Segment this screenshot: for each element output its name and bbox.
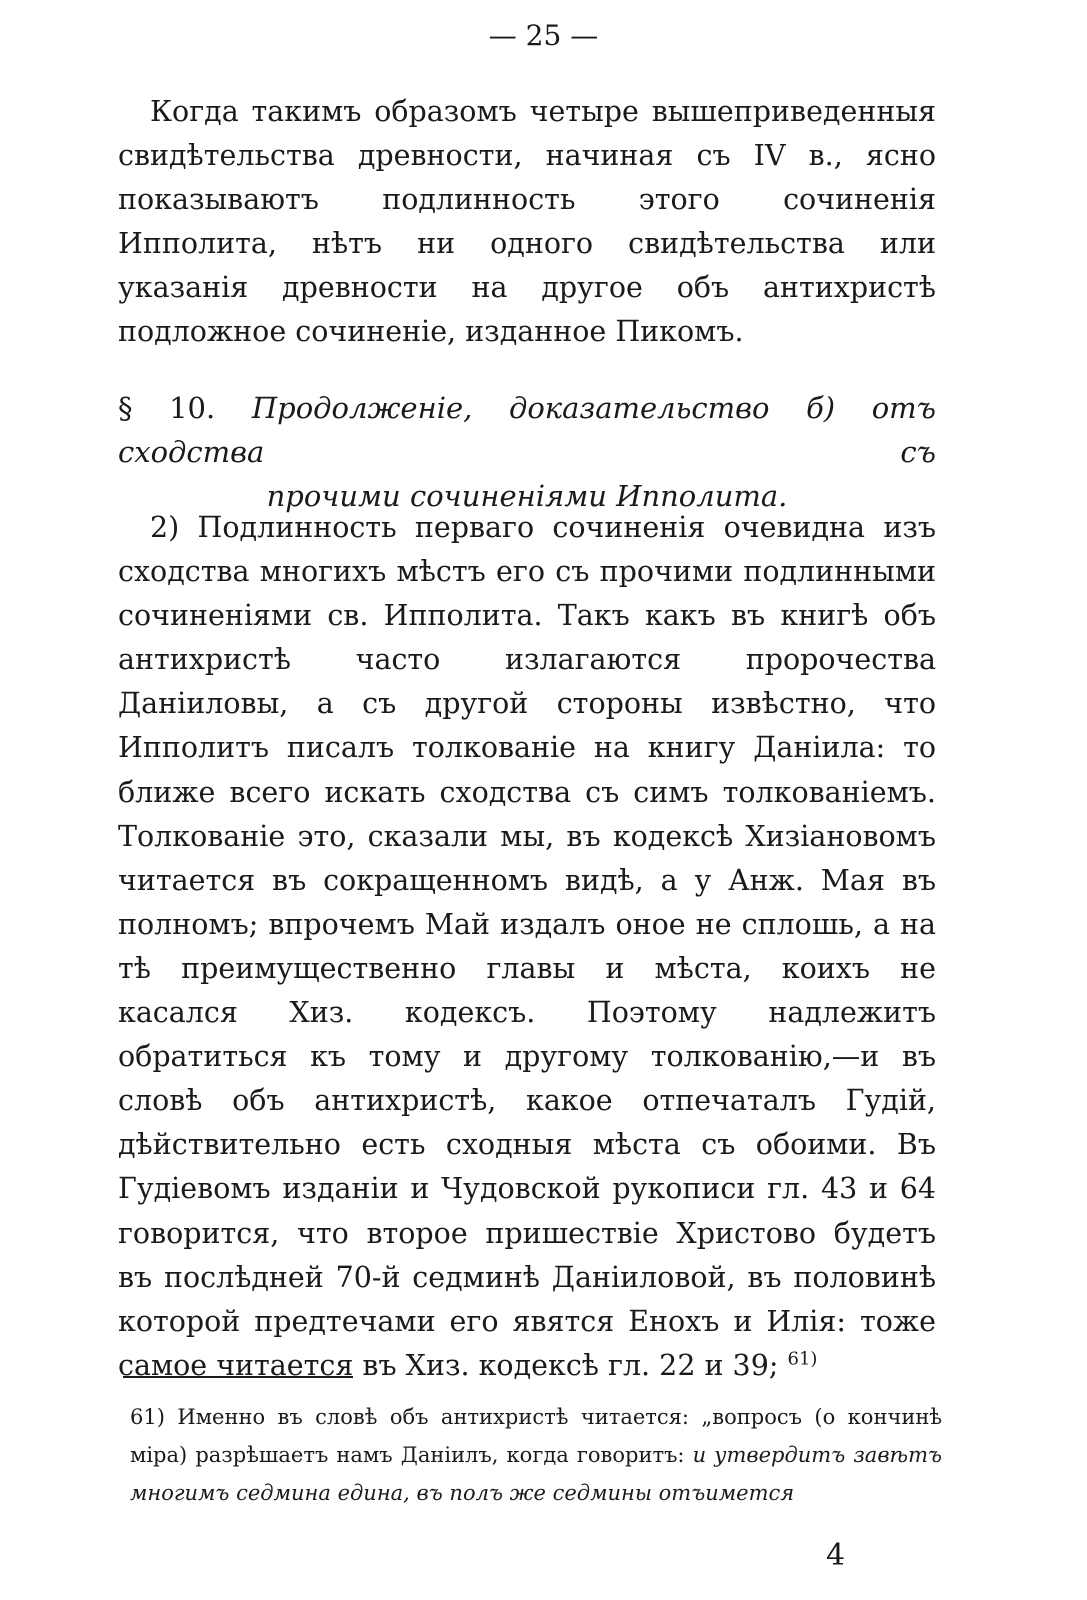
page-number: — 25 — — [488, 19, 599, 52]
signature-mark: 4 — [826, 1538, 846, 1573]
section-title-part-2: прочими сочиненіями Ипполита. — [266, 479, 788, 513]
footnote-text: Именно въ словѣ объ антихристѣ читается: „вопросъ (о кончинѣ міра) разрѣшаетъ намъ Даніилъ, когда говоритъ: — [130, 1405, 942, 1467]
footnote-marker: 61) — [130, 1405, 165, 1429]
paragraph-text-wrapper — [118, 506, 936, 1388]
section-heading-line-1 — [118, 386, 936, 474]
footnote-61 — [130, 1398, 942, 1512]
section-number: § 10. — [118, 391, 216, 425]
paragraph-text: 2) Подлинность перваго сочиненія очевидна изъ сходства многихъ мѣстъ его съ прочими подлинными сочиненіями св. Ипполита. Такъ какъ въ книгѣ объ антихристѣ часто излагаются пророчества Даніиловы, а съ другой стороны извѣстно, что Ипполитъ писалъ толкованіе на книгу Даніила: то ближе всего искать сходства съ симъ толкованіемъ. Толкованіе это, сказали мы, въ кодексѣ Хизіановомъ читается въ сокращенномъ видѣ, а у Анж. Мая въ полномъ; впрочемъ Май издалъ оное не сплошь, а на тѣ преимущественно главы и мѣста, коихъ не касался Хиз. кодексъ. Поэтому надлежитъ обратиться къ тому и другому толкованію,—и въ словѣ объ антихристѣ, какое отпечаталъ Гудій, дѣйствительно есть сходныя мѣста съ обоими. Въ Гудіевомъ изданіи и Чудовской рукописи гл. 43 и 64 говорится, что второе пришествіе Христово будетъ въ послѣдней 70-й седминѣ Даніиловой, въ половинѣ которой предтечами его явятся Енохъ и Илія: тоже самое читается въ Хиз. кодексѣ гл. 22 и 39; — [118, 511, 936, 1382]
paragraph-authenticity — [118, 506, 936, 1388]
paragraph-text: Когда такимъ образомъ четыре вышеприведенныя свидѣтельства древности, начиная съ IV в., ясно показываютъ подлинность этого сочиненія Ипполита, нѣтъ ни одного свидѣтельства или указанія древности на другое объ антихристѣ подложное сочиненіе, изданное Пикомъ. — [118, 95, 936, 349]
footnote-quote: и утвердитъ завѣтъ многимъ седмина едина, въ полъ же седмины отъимется — [130, 1443, 942, 1505]
paragraph-conclusion — [118, 90, 936, 355]
section-heading — [118, 386, 936, 518]
footnote-separator — [123, 1376, 353, 1378]
section-title-part-1: Продолженіе, доказательство б) отъ сходства съ — [118, 391, 937, 469]
footnote-reference[interactable]: 61) — [787, 1348, 818, 1370]
